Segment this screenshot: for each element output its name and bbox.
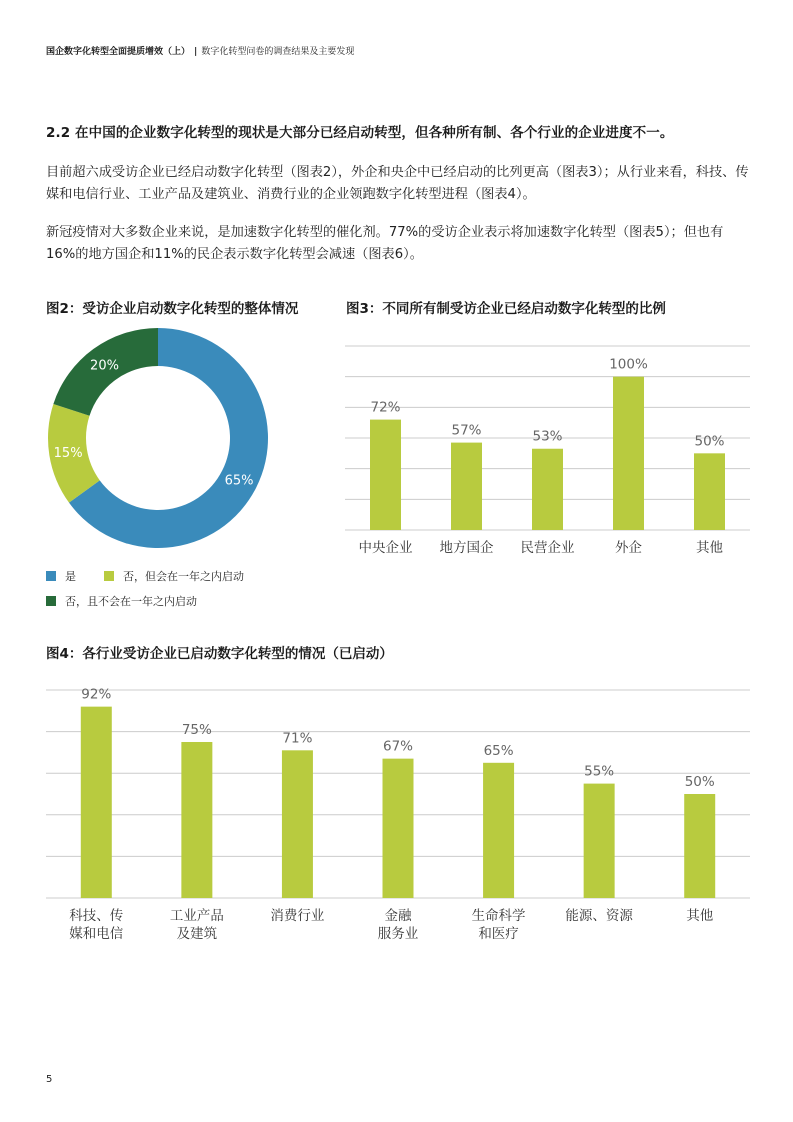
figure-3-title: 图3：不同所有制受访企业已经启动数字化转型的比例 xyxy=(346,301,666,317)
legend-swatch xyxy=(104,571,114,581)
bar-value-label: 75% xyxy=(181,722,212,738)
bar-value-label: 100% xyxy=(609,356,648,373)
bar xyxy=(370,420,401,530)
bar-value-label: 50% xyxy=(694,433,725,450)
donut-slice-label: 65% xyxy=(224,473,254,489)
bar-value-label: 71% xyxy=(282,730,313,747)
bar xyxy=(81,707,112,898)
bar-value-label: 53% xyxy=(532,428,563,445)
section-title: 2.2 在中国的企业数字化转型的现状是大部分已经启动转型，但各种所有制、各个行业的企业进度不一。 xyxy=(46,125,674,141)
bar-value-label: 50% xyxy=(684,774,715,790)
bar-value-label: 55% xyxy=(584,763,615,780)
category-label: 金融 xyxy=(384,908,412,924)
figure-4-bar-chart xyxy=(40,676,760,956)
bar xyxy=(532,449,563,530)
donut-slice-label: 15% xyxy=(53,446,83,462)
bar xyxy=(483,763,514,898)
figure-2-donut-chart xyxy=(40,324,276,560)
category-label: 媒和电信 xyxy=(69,926,124,942)
category-label: 工业产品 xyxy=(169,908,224,924)
legend-label: 否，且不会在一年之内启动 xyxy=(65,595,197,608)
legend-label: 是 xyxy=(65,570,76,583)
bar xyxy=(584,784,615,898)
category-label: 其他 xyxy=(686,908,714,924)
category-label: 能源、资源 xyxy=(565,908,633,924)
category-label: 消费行业 xyxy=(270,908,325,924)
page-number: 5 xyxy=(46,1074,53,1085)
category-label: 民营企业 xyxy=(520,540,575,556)
bar xyxy=(282,750,313,898)
figure-3-bar-chart xyxy=(340,336,760,566)
category-label: 及建筑 xyxy=(176,926,218,942)
legend-item-within-year xyxy=(104,568,244,584)
category-label: 生命科学 xyxy=(471,908,526,924)
figure-4-title: 图4：各行业受访企业已启动数字化转型的情况（已启动） xyxy=(46,646,393,662)
donut-slice-label: 20% xyxy=(90,358,119,374)
header-title: 国企数字化转型全面提质增效（上） xyxy=(46,47,191,57)
header-separator: | xyxy=(194,47,198,57)
bar xyxy=(181,742,212,898)
category-label: 中央企业 xyxy=(358,540,413,556)
paragraph-1: 目前超六成受访企业已经启动数字化转型（图表2），外企和央企中已经启动的比列更高（图表3）；从行业来看，科技、传媒和电信行业、工业产品及建筑业、消费行业的企业领跑数字化转型进程（图表4）。 xyxy=(46,165,749,202)
header-subtitle: 数字化转型问卷的调查结果及主要发现 xyxy=(201,47,355,57)
bar-value-label: 57% xyxy=(451,422,482,439)
running-header xyxy=(46,44,354,57)
category-label: 科技、传 xyxy=(69,908,124,924)
legend-item-yes xyxy=(46,568,76,584)
category-label: 和医疗 xyxy=(478,926,519,942)
bar-value-label: 67% xyxy=(382,738,414,755)
figure-2-title: 图2：受访企业启动数字化转型的整体情况 xyxy=(46,301,299,317)
category-label: 外企 xyxy=(615,540,642,556)
legend-item-not-within-year xyxy=(46,593,197,609)
bar-value-label: 92% xyxy=(81,686,112,703)
legend-swatch xyxy=(46,571,56,581)
category-label: 其他 xyxy=(696,540,723,556)
legend-label: 否，但会在一年之内启动 xyxy=(123,570,244,583)
bar xyxy=(684,794,715,898)
paragraph-2: 新冠疫情对大多数企业来说，是加速数字化转型的催化剂。77%的受访企业表示将加速数字化转型（图表5）；但也有16%的地方国企和11%的民企表示数字化转型会减速（图表6）。 xyxy=(46,225,724,262)
bar-value-label: 65% xyxy=(483,742,514,759)
bar xyxy=(613,377,644,530)
bar xyxy=(694,453,725,530)
bar-value-label: 72% xyxy=(370,399,401,416)
bar xyxy=(383,759,414,898)
category-label: 服务业 xyxy=(377,926,419,942)
bar xyxy=(451,443,482,530)
legend-swatch xyxy=(46,596,56,606)
category-label: 地方国企 xyxy=(439,540,494,556)
